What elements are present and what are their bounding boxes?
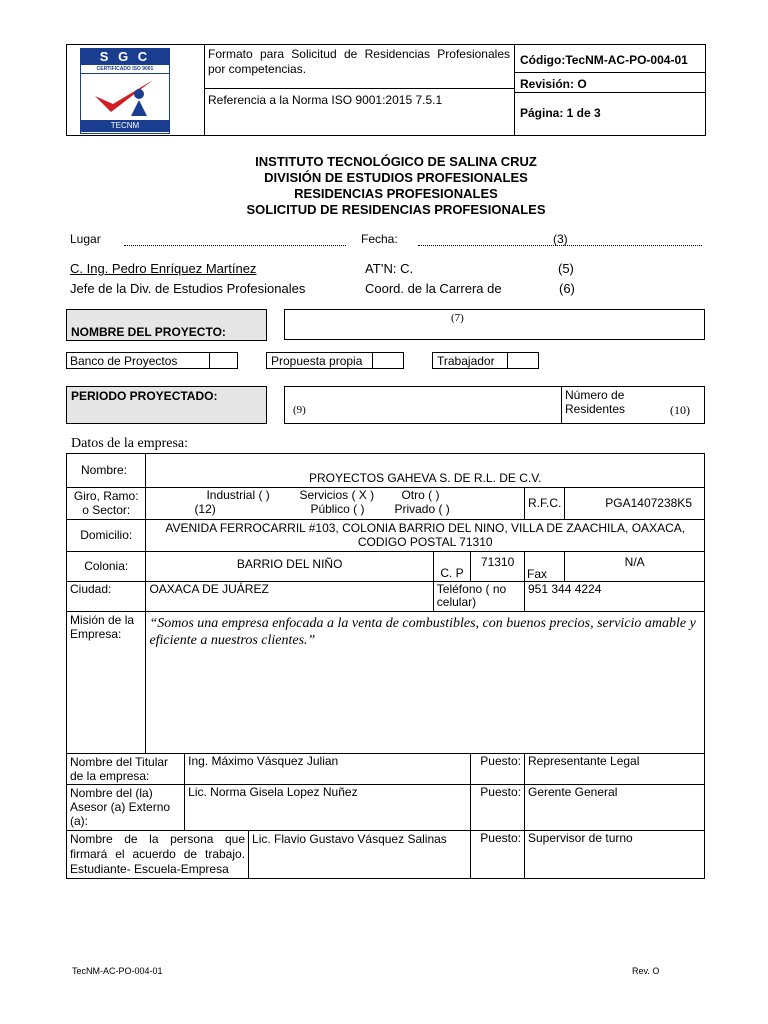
option-own-label: Propuesta propia	[271, 354, 363, 368]
fax-label-cell	[524, 552, 564, 582]
titular-label-cell	[67, 754, 185, 785]
rfc-value: PGA1407238K5	[605, 496, 692, 510]
rfc-label: R.F.C.	[527, 496, 562, 510]
sector-private[interactable]: Privado ( )	[394, 502, 450, 516]
date-label: Fecha:	[361, 232, 398, 246]
phone-value: 951 344 4224	[527, 582, 602, 596]
advisor-post-value-cell[interactable]	[524, 785, 704, 831]
advisor-label-cell	[67, 785, 185, 831]
city-label-cell	[67, 582, 146, 612]
residents-divider	[561, 386, 562, 424]
colonia-label-cell	[67, 552, 146, 582]
check-mark-icon	[81, 74, 169, 120]
title-line-2: DIVISIÓN DE ESTUDIOS PROFESIONALES	[264, 170, 528, 185]
project-name-label-box	[66, 309, 267, 341]
option-bank-checkbox[interactable]	[209, 352, 238, 369]
header-divider-1	[204, 44, 205, 136]
company-name: PROYECTOS GAHEVA S. DE R.L. DE C.V.	[308, 471, 542, 485]
signer-value: Lic. Flavio Gustavo Vásquez Salinas	[252, 832, 447, 846]
period-label: PERIODO PROYECTADO:	[71, 389, 218, 403]
title-line-3: RESIDENCIAS PROFESIONALES	[294, 186, 498, 201]
header-divider-2	[514, 44, 515, 136]
place-field[interactable]	[124, 245, 346, 246]
sector-industrial[interactable]: Industrial ( )	[206, 488, 270, 502]
footer-code: TecNM-AC-PO-004-01	[72, 966, 163, 976]
mission-value: “Somos una empresa enfocada a la venta de combustibles, con buenos precios, servicio amable y eficiente a nuestros clientes.”	[149, 616, 696, 648]
period-number: (9)	[293, 404, 306, 416]
place-label: Lugar	[70, 232, 101, 246]
phone-label: Teléfono ( no celular)	[436, 582, 507, 609]
titular-label: Nombre del Titular de la empresa:	[70, 755, 169, 783]
signer-value-cell[interactable]	[249, 831, 471, 879]
sgc-logo	[80, 48, 170, 134]
signer-post-label-cell	[471, 831, 525, 879]
mission-value-cell[interactable]	[146, 612, 705, 754]
company-table	[66, 453, 705, 879]
option-bank	[66, 352, 210, 369]
advisor-label: Nombre del (la) Asesor (a) Externo (a):	[70, 786, 171, 828]
colonia-value-cell[interactable]	[146, 552, 433, 582]
coord-label: Coord. de la Carrera de	[365, 281, 502, 296]
address-label: Domicilio:	[80, 528, 133, 542]
signer-post-value: Supervisor de turno	[527, 831, 633, 845]
mission-label-cell	[67, 612, 146, 754]
cp-label-cell	[433, 552, 470, 582]
signer-label-cell	[67, 831, 249, 879]
title-line-4: SOLICITUD DE RESIDENCIAS PROFESIONALES	[246, 202, 546, 217]
project-name-field[interactable]	[284, 309, 705, 340]
fax-value-cell[interactable]	[565, 552, 705, 582]
cp-label: C. P	[440, 566, 464, 580]
advisor-post-label: Puesto:	[480, 785, 521, 799]
colonia-label: Colonia:	[84, 559, 129, 573]
addressee-position: Jefe de la Div. de Estudios Profesionales	[70, 281, 306, 296]
logo-tecnm-text: TECNM	[81, 120, 169, 132]
advisor-post-value: Gerente General	[527, 785, 618, 799]
format-title: Formato para Solicitud de Residencias Profesionales por competencias.	[208, 47, 510, 76]
address-value-cell[interactable]	[146, 520, 705, 552]
name-label: Nombre:	[81, 463, 128, 477]
residents-label: Número de Residentes	[565, 388, 626, 416]
company-heading: Datos de la empresa:	[71, 436, 189, 451]
title-line-1: INSTITUTO TECNOLÓGICO DE SALINA CRUZ	[255, 154, 537, 169]
signer-label: Nombre de la persona que firmará el acuerdo de trabajo. Estudiante- Escuela-Empresa	[70, 832, 246, 876]
fax-value: N/A	[624, 555, 645, 569]
option-bank-label: Banco de Proyectos	[70, 354, 178, 368]
mission-label: Misión de la Empresa:	[70, 613, 135, 641]
company-name-cell[interactable]	[146, 454, 705, 488]
option-own-checkbox[interactable]	[372, 352, 404, 369]
header-hline-right-1	[514, 72, 706, 73]
institute-title	[66, 154, 726, 218]
coord-number: (6)	[559, 281, 575, 296]
city-label: Ciudad:	[70, 582, 112, 596]
footer-revision: Rev. O	[632, 966, 660, 976]
document-revision: Revisión: O	[520, 77, 587, 91]
city-value-cell[interactable]	[146, 582, 433, 612]
logo-sgc-text: S G C	[81, 49, 169, 65]
colonia-value: BARRIO DEL NIÑO	[236, 556, 343, 571]
titular-post-value: Representante Legal	[527, 754, 640, 768]
sector-other[interactable]: Otro ( )	[401, 488, 440, 502]
project-name-label: NOMBRE DEL PROYECTO:	[71, 325, 226, 339]
cp-value: 71310	[480, 555, 515, 569]
name-label-cell	[67, 454, 146, 488]
period-label-box	[66, 386, 267, 424]
sector-label: Giro, Ramo: o Sector:	[73, 489, 139, 517]
option-worker-checkbox[interactable]	[507, 352, 539, 369]
sector-services[interactable]: Servicios ( X )	[299, 488, 375, 502]
residents-number: (10)	[670, 403, 690, 417]
phone-value-cell[interactable]	[524, 582, 704, 612]
fax-label: Fax	[526, 567, 547, 581]
advisor-value: Lic. Norma Gisela Lopez Nuñez	[188, 785, 358, 799]
sector-number: (12)	[194, 502, 216, 516]
logo-cert-text: CERTIFICADO ISO 9001	[81, 65, 169, 74]
header-hline-right-2	[514, 92, 706, 93]
address-label-cell	[67, 520, 146, 552]
atn-label: AT’N: C.	[365, 261, 414, 276]
sector-public[interactable]: Público ( )	[310, 502, 365, 516]
option-own	[266, 352, 373, 369]
atn-number: (5)	[558, 261, 574, 276]
signer-post-label: Puesto:	[480, 831, 521, 845]
city-value: OAXACA DE JUÁREZ	[149, 582, 269, 596]
cp-value-cell[interactable]	[471, 552, 525, 582]
advisor-post-label-cell	[471, 785, 525, 831]
rfc-value-cell[interactable]	[565, 488, 705, 520]
sector-label-cell	[67, 488, 146, 520]
phone-label-cell	[433, 582, 524, 612]
option-worker	[432, 352, 508, 369]
option-worker-label: Trabajador	[437, 354, 495, 368]
page-number: Página: 1 de 3	[520, 106, 601, 120]
titular-value: Ing. Máximo Vásquez Julian	[188, 754, 339, 768]
signer-post-value-cell[interactable]	[524, 831, 704, 879]
titular-post-label: Puesto:	[480, 754, 521, 768]
header-hline-left	[204, 88, 514, 89]
rfc-label-cell	[524, 488, 564, 520]
titular-post-label-cell	[471, 754, 525, 785]
norm-reference: Referencia a la Norma ISO 9001:2015 7.5.1	[208, 93, 443, 107]
titular-post-value-cell[interactable]	[524, 754, 704, 785]
project-name-number: (7)	[451, 312, 464, 324]
addressee-name: C. Ing. Pedro Enríquez Martínez	[70, 261, 257, 276]
date-number: (3)	[553, 232, 568, 246]
sector-options-cell[interactable]	[146, 488, 525, 520]
address-value: AVENIDA FERROCARRIL #103, COLONIA BARRIO DEL NINO, VILLA DE ZAACHILA, OAXACA, CODIGO POSTAL 71310	[165, 521, 686, 549]
document-code: Código:TecNM-AC-PO-004-01	[520, 53, 688, 67]
advisor-value-cell[interactable]	[185, 785, 471, 831]
titular-value-cell[interactable]	[185, 754, 471, 785]
